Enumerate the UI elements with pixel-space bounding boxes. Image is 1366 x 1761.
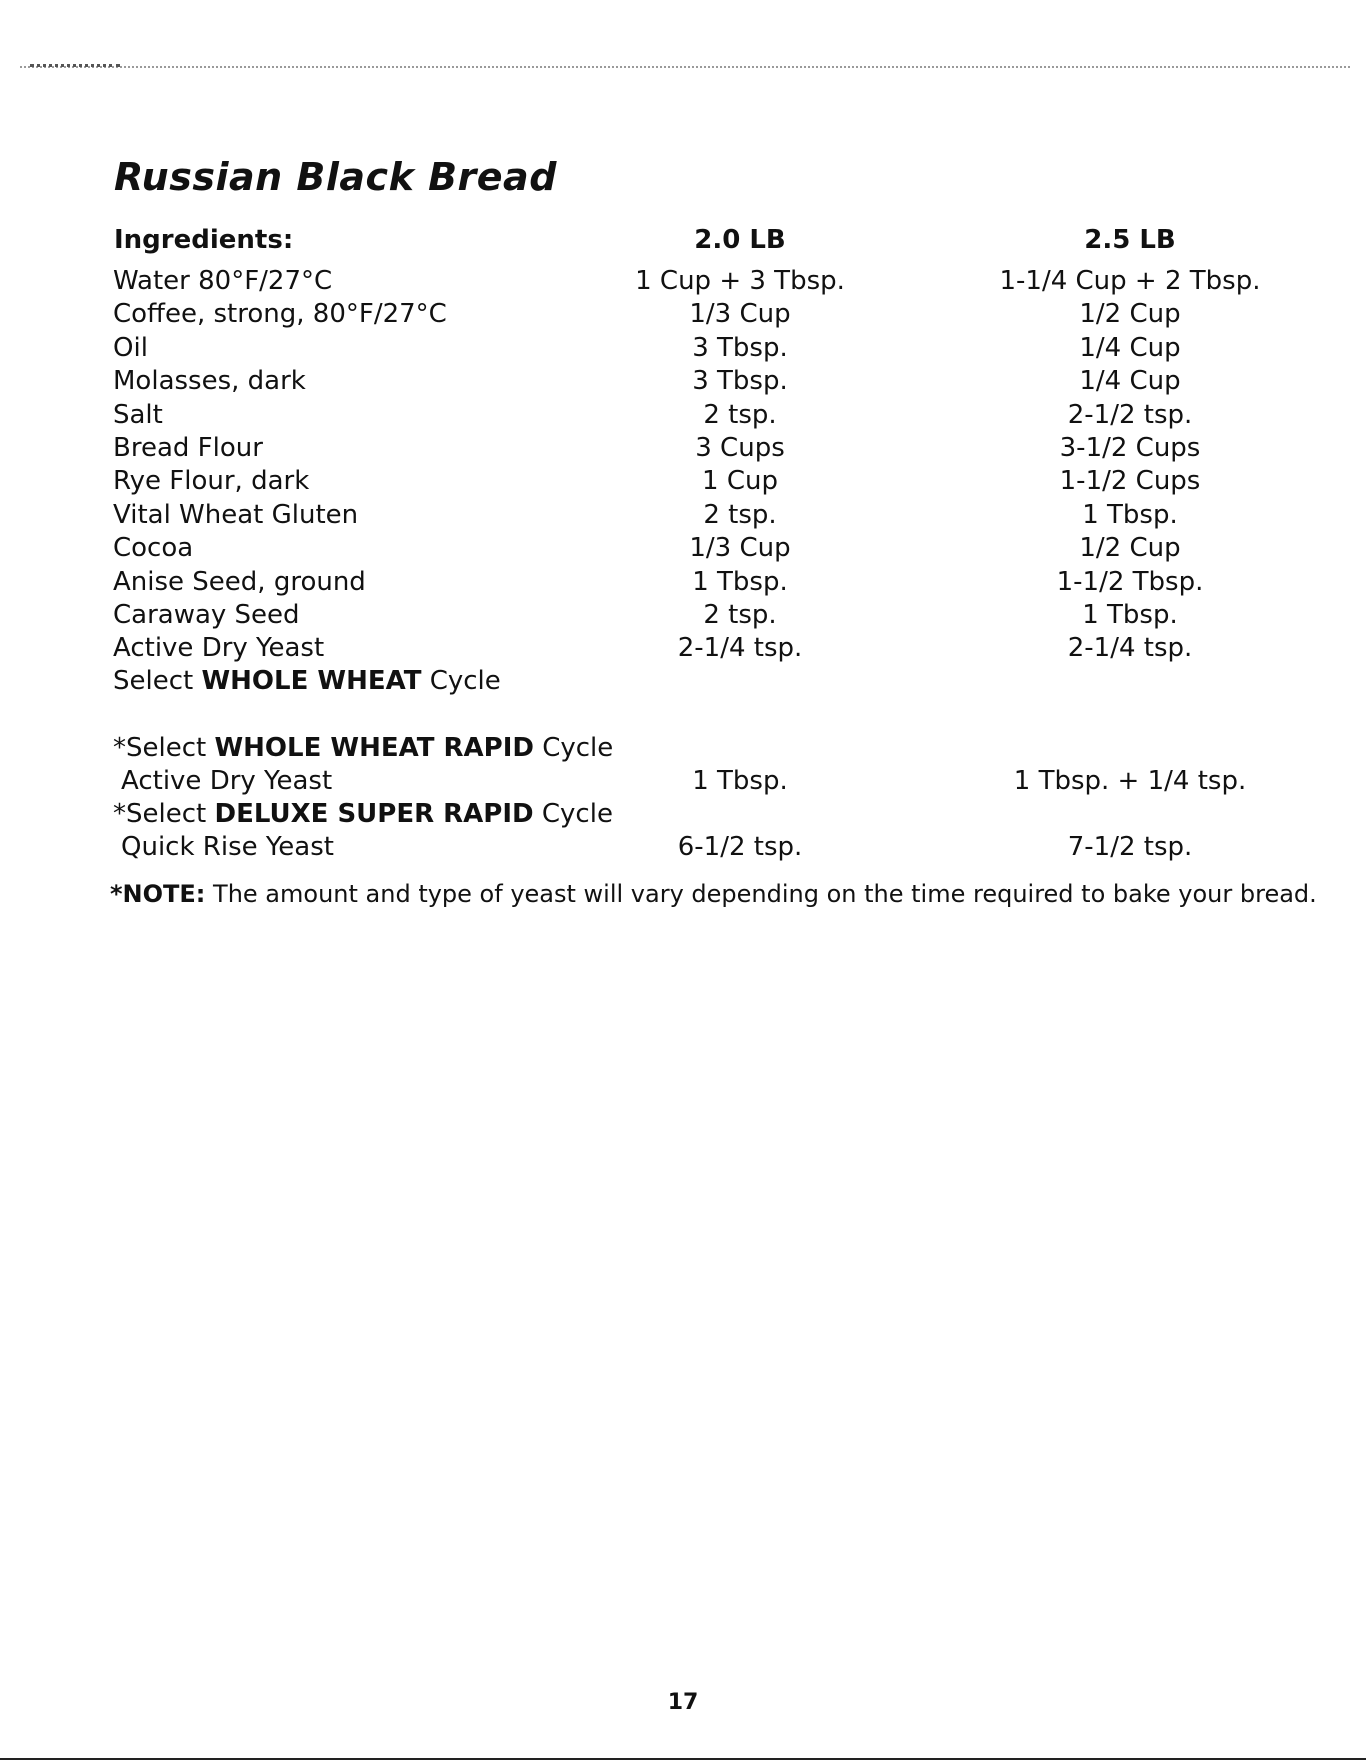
amount-2-0-lb: 2 tsp.: [703, 600, 777, 630]
cycle-name: WHOLE WHEAT: [201, 666, 422, 696]
yeast-note: [110, 880, 1317, 908]
amount-2-5-lb: 1/2 Cup: [1079, 533, 1181, 564]
ingredient-name: Oil: [113, 332, 148, 363]
ingredient-row: [0, 333, 1366, 366]
amount-2-0-lb: 3 Tbsp.: [692, 332, 788, 363]
ingredients-heading: Ingredients:: [114, 225, 294, 255]
ingredient-name: Water 80°F/27°C: [113, 266, 333, 296]
ingredient-name: Bread Flour: [113, 433, 263, 463]
ingredient-name: Anise Seed, ground: [113, 566, 366, 597]
top-dotted-rule-mark: [30, 64, 120, 67]
ingredient-name: Active Dry Yeast: [113, 633, 325, 664]
amount-2-0-lb: 1/3 Cup: [689, 299, 791, 330]
alt1-ingredient: Active Dry Yeast: [121, 766, 333, 796]
amount-2-5-lb: 2-1/2 tsp.: [1067, 399, 1193, 430]
ingredient-row: [0, 567, 1366, 600]
alt1-cycle-name: WHOLE WHEAT RAPID: [214, 733, 534, 763]
amount-2-5-lb: 2-1/4 tsp.: [1067, 633, 1193, 664]
ingredient-row: [0, 266, 1366, 299]
ingredient-name: Caraway Seed: [113, 600, 300, 630]
alt2-cycle-name: DELUXE SUPER RAPID: [214, 799, 534, 829]
ingredient-row: [0, 633, 1366, 666]
ingredient-row: [0, 366, 1366, 399]
alt2-prefix: *Select: [113, 799, 215, 829]
size-2-5-lb-heading: 2.5 LB: [1084, 225, 1176, 255]
amount-2-5-lb: 1/2 Cup: [1079, 299, 1181, 330]
amount-2-5-lb: 1 Tbsp.: [1082, 600, 1178, 630]
ingredient-name: Salt: [113, 399, 163, 430]
note-text: The amount and type of yeast will vary depending on the time required to bake your bread.: [205, 880, 1317, 908]
alt2-ingredient-row: [0, 832, 1366, 865]
amount-2-0-lb: 1 Cup: [702, 466, 778, 497]
ingredient-row: [0, 400, 1366, 433]
alt2-amount-2-5: 7-1/2 tsp.: [1067, 832, 1193, 862]
ingredient-row: [0, 533, 1366, 566]
alt1-amount-2-5: 1 Tbsp. + 1/4 tsp.: [1013, 766, 1247, 796]
page-number: 17: [667, 1690, 699, 1715]
amount-2-0-lb: 3 Tbsp.: [692, 366, 788, 397]
top-dotted-rule: [20, 66, 1350, 68]
alt1-ingredient-row: [0, 766, 1366, 799]
ingredient-name: Rye Flour, dark: [113, 466, 310, 497]
amount-2-5-lb: 1/4 Cup: [1079, 366, 1181, 397]
amount-2-5-lb: 1-1/4 Cup + 2 Tbsp.: [999, 266, 1261, 296]
note-label: *NOTE:: [110, 880, 206, 908]
amount-2-0-lb: 1/3 Cup: [689, 533, 791, 564]
alt1-cycle-line: [0, 733, 1366, 766]
ingredient-row: [0, 466, 1366, 499]
amount-2-0-lb: 2 tsp.: [703, 499, 777, 530]
cycle-prefix: Select: [113, 666, 202, 696]
cycle-suffix: Cycle: [421, 666, 501, 696]
alt2-cycle-line: [0, 799, 1366, 832]
size-2-0-lb-heading: 2.0 LB: [694, 225, 786, 255]
alt1-amount-2-0: 1 Tbsp.: [692, 766, 788, 796]
amount-2-0-lb: 1 Tbsp.: [692, 566, 788, 597]
ingredient-row: [0, 600, 1366, 633]
bottom-rule: [0, 1758, 1366, 1760]
alt1-suffix: Cycle: [533, 733, 614, 763]
amount-2-0-lb: 2-1/4 tsp.: [677, 633, 803, 664]
alt2-amount-2-0: 6-1/2 tsp.: [677, 832, 803, 862]
amount-2-5-lb: 1 Tbsp.: [1082, 499, 1178, 530]
ingredient-name: Cocoa: [113, 533, 194, 564]
amount-2-0-lb: 2 tsp.: [703, 399, 777, 430]
amount-2-5-lb: 1-1/2 Cups: [1059, 466, 1201, 497]
ingredient-name: Molasses, dark: [113, 366, 306, 397]
ingredient-name: Coffee, strong, 80°F/27°C: [113, 299, 447, 330]
ingredient-row: [0, 433, 1366, 466]
ingredient-name: Vital Wheat Gluten: [113, 499, 359, 530]
amount-2-5-lb: 1/4 Cup: [1079, 332, 1181, 363]
cycle-line: [0, 666, 1366, 699]
amount-2-5-lb: 3-1/2 Cups: [1059, 433, 1201, 463]
alt1-prefix: *Select: [113, 733, 215, 763]
amount-2-0-lb: 1 Cup + 3 Tbsp.: [635, 266, 845, 296]
recipe-title: Russian Black Bread: [114, 155, 557, 199]
ingredient-row: [0, 299, 1366, 332]
alt2-ingredient: Quick Rise Yeast: [121, 832, 334, 862]
amount-2-0-lb: 3 Cups: [695, 433, 785, 463]
amount-2-5-lb: 1-1/2 Tbsp.: [1056, 566, 1204, 597]
ingredient-row: [0, 500, 1366, 533]
alt2-suffix: Cycle: [533, 799, 613, 829]
